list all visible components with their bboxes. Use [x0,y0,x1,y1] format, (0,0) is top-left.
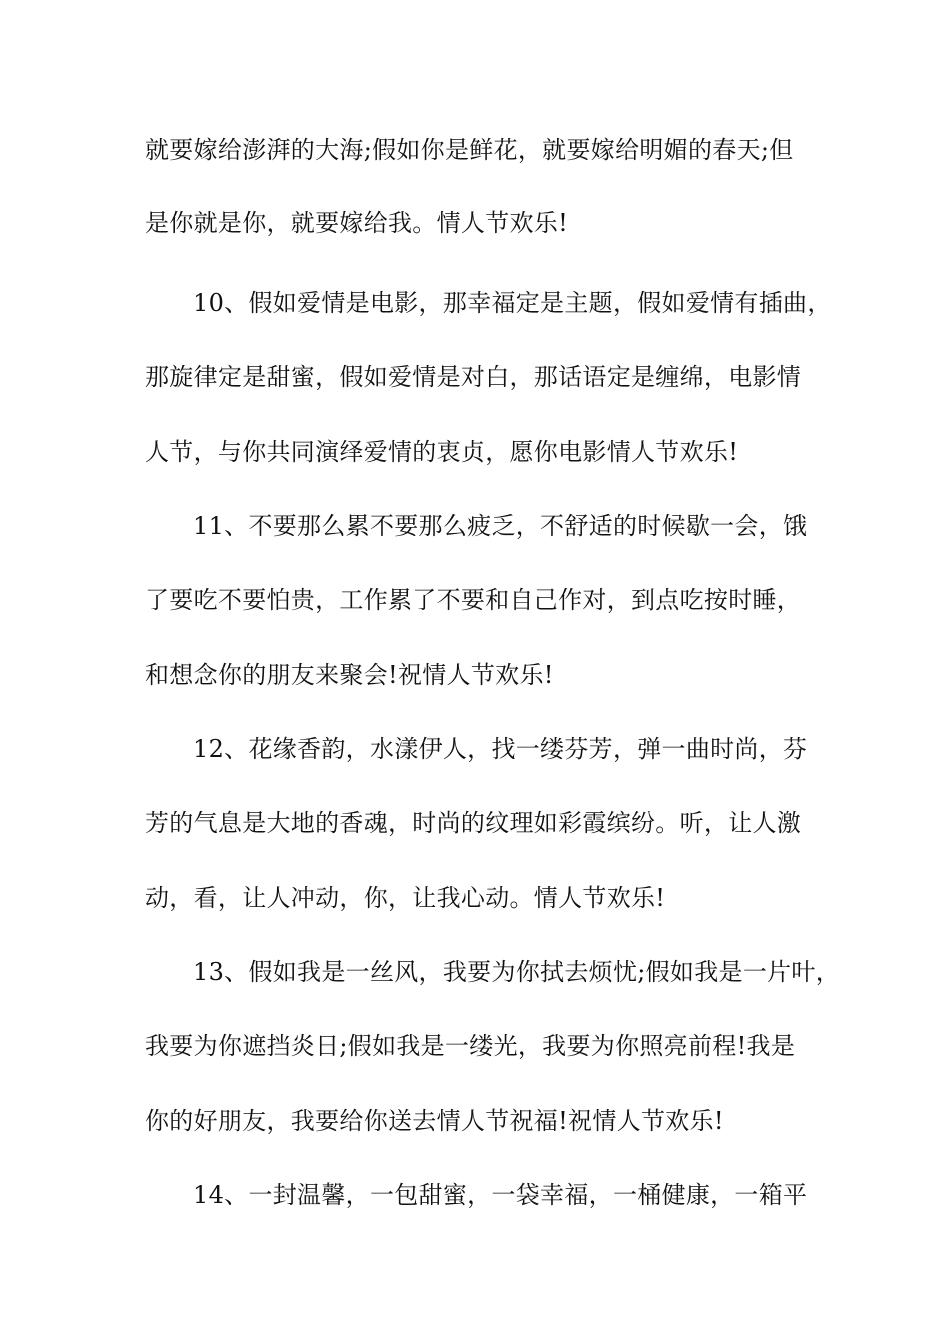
paragraph-11-line-2: 了要吃不要怕贵，工作累了不要和自己作对，到点吃按时睡， [145,586,802,614]
paragraph-13-line-1: 13、假如我是一丝风，我要为你拭去烦忧;假如我是一片叶， [193,958,841,986]
paragraph-10-line-1: 10、假如爱情是电影，那幸福定是主题，假如爱情有插曲， [193,289,832,317]
paragraph-13-line-3: 你的好朋友，我要给你送去情人节祝福!祝情人节欢乐! [145,1107,724,1135]
text-line-2: 是你就是你，就要嫁给我。情人节欢乐! [145,209,569,237]
paragraph-14-line-1: 14、一封温馨，一包甜蜜，一袋幸福，一桶健康，一箱平 [193,1181,808,1209]
paragraph-11-line-1: 11、不要那么累不要那么疲乏，不舒适的时候歇一会，饿 [193,512,808,540]
paragraph-12-line-3: 动，看，让人冲动，你，让我心动。情人节欢乐! [145,884,666,912]
paragraph-13-line-2: 我要为你遮挡炎日;假如我是一缕光，我要为你照亮前程!我是 [145,1032,796,1060]
paragraph-11-line-3: 和想念你的朋友来聚会!祝情人节欢乐! [145,661,554,689]
paragraph-12-line-2: 芳的气息是大地的香魂，时尚的纹理如彩霞缤纷。听，让人激 [145,809,802,837]
paragraph-10-line-3: 人节，与你共同演绎爱情的衷贞，愿你电影情人节欢乐! [145,438,739,466]
paragraph-10-line-2: 那旋律定是甜蜜，假如爱情是对白，那话语定是缠绵，电影情 [145,363,802,391]
paragraph-12-line-1: 12、花缘香韵，水漾伊人，找一缕芬芳，弹一曲时尚，芬 [193,735,808,763]
text-line-1: 就要嫁给澎湃的大海;假如你是鲜花，就要嫁给明媚的春天;但 [145,136,794,164]
